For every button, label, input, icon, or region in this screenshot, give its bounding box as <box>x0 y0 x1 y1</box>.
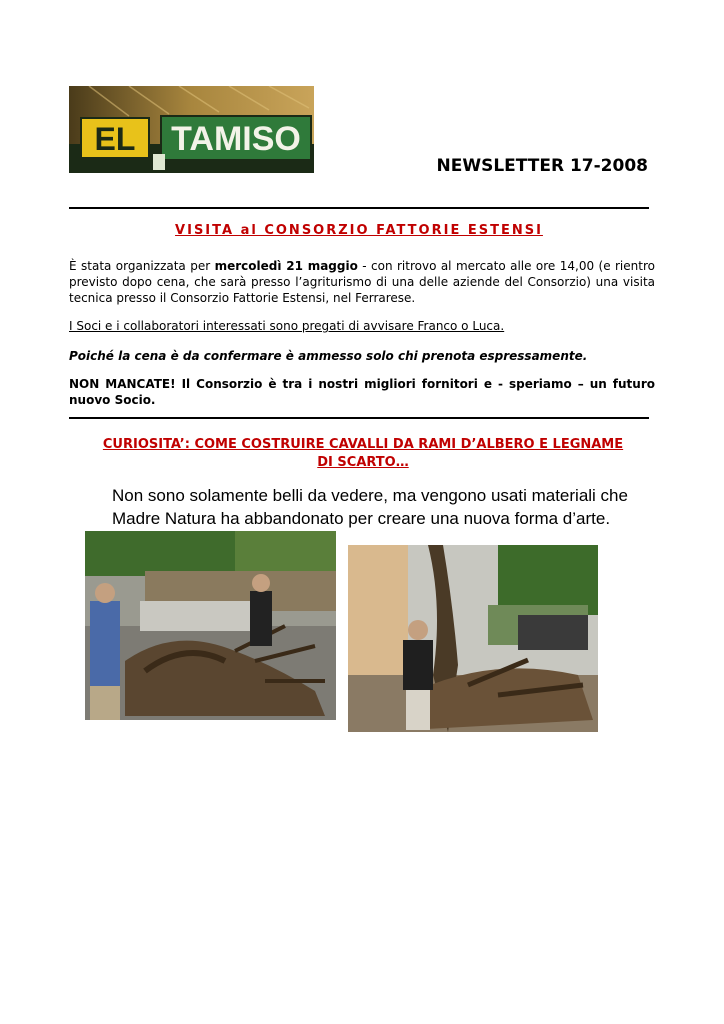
el-tamiso-logo <box>69 86 314 173</box>
wood-sculpture-photo-2 <box>348 545 598 732</box>
logo-el-text: EL <box>94 121 136 157</box>
newsletter-title: NEWSLETTER 17-2008 <box>436 156 648 176</box>
logo-tamiso-text: TAMISO <box>171 120 301 158</box>
contact-notice: I Soci e i collaboratori interessati sono pregati di avvisare Franco o Luca. <box>69 319 505 333</box>
section-heading-visit: VISITA al CONSORZIO FATTORIE ESTENSI <box>175 223 543 238</box>
closing-notice: NON MANCATE! Il Consorzio è tra i nostri migliori fornitori e - speriamo – un futuro nuovo Socio. <box>69 377 655 407</box>
visit-paragraph <box>69 258 655 306</box>
dinner-notice: Poiché la cena è da confermare è ammesso solo chi prenota espressamente. <box>69 349 588 363</box>
visit-text-end: - con ritrovo al mercato alle ore 14,00 (e rientro previsto dopo cena, che sarà presso l’agriturismo di una delle aziende del Consorzio) una visita tecnica presso il Consorzio Fattorie Estensi, nel Ferrarese. <box>69 259 655 305</box>
visit-text-start: È stata organizzata per <box>69 259 215 273</box>
section-heading-curiosity: CURIOSITA’: COME COSTRUIRE CAVALLI DA RAMI D’ALBERO E LEGNAME DI SCARTO… <box>102 437 624 470</box>
curiosity-intro: Non sono solamente belli da vedere, ma vengono usati materiali che Madre Natura ha abbandonato per creare una nuova forma d’arte. <box>112 486 628 528</box>
wood-sculpture-photo-1 <box>85 531 336 720</box>
divider <box>69 417 649 419</box>
divider <box>69 207 649 209</box>
visit-date: mercoledì 21 maggio <box>214 259 358 273</box>
